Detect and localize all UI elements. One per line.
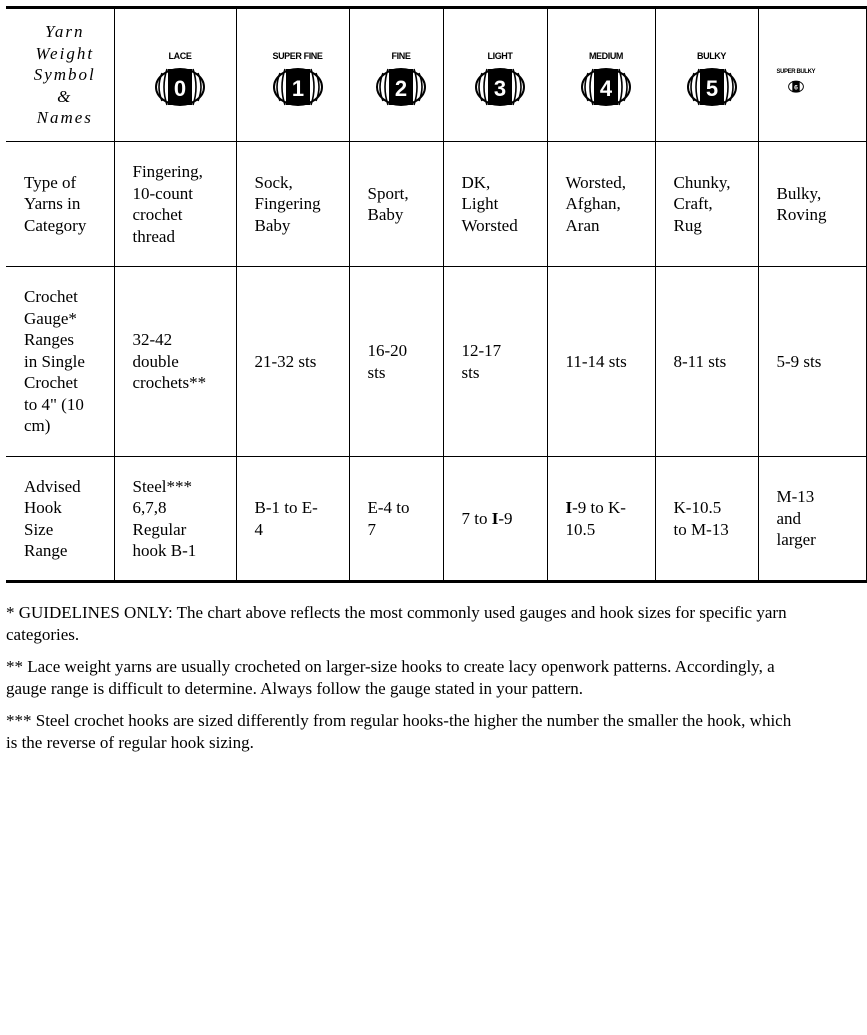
symbol-name: LACE [168,51,192,61]
cell-line: larger [776,530,816,550]
cell-line: Roving [776,205,827,224]
cell-line: Worsted, [565,172,626,192]
cell-line: sts [461,362,480,382]
row-label-line: Size [24,519,54,539]
symbol-number: 3 [493,76,507,101]
header-line: & [57,86,73,106]
table-cell [655,457,758,582]
row-label-line: Crochet [24,373,78,393]
symbol-number: 6 [793,84,798,92]
table-cell [758,142,866,267]
symbol-cell-bulky [655,8,758,142]
table-cell [236,142,349,267]
row-label-line: in Single [24,351,85,371]
table-cell [547,267,655,457]
yarn-skein-icon [154,63,206,107]
table-cell [114,142,236,267]
cell-line: Light [461,194,499,214]
cell-line: 32-42 [132,330,173,350]
table-cell [547,142,655,267]
cell-line: Baby [254,215,291,235]
cell-line: E-4 to [367,498,410,517]
symbol-number: 4 [599,76,613,101]
footnote-steel-hooks: *** Steel crochet hooks are sized differently from regular hooks-the higher the number the smaller the hook, which is the reverse of regular hook sizing. [6,711,792,752]
symbol-cell-medium [547,8,655,142]
table-cell [114,457,236,582]
symbol-name: MEDIUM [588,51,624,61]
row-label-line: to 4" (10 [24,394,84,414]
yarn-skein-icon [375,63,427,107]
cell-line: to M-13 [673,519,729,539]
header-line: Names [36,108,93,128]
row-label-line: cm) [24,416,51,436]
symbol-cell-light [443,8,547,142]
symbol-number: 0 [173,76,187,101]
table-cell [758,267,866,457]
cell-line: Rug [673,215,702,235]
cell-line: Afghan, [565,194,621,214]
cell-line: Fingering [254,194,321,214]
footnote-guidelines: * GUIDELINES ONLY: The chart above reflects the most commonly used gauges and hook sizes for specific yarn categories. [6,603,787,644]
cell-line: 4 [254,519,263,539]
table-cell [236,267,349,457]
table-cell [349,267,443,457]
row-label-line: Advised [24,476,81,496]
header-line: Yarn [44,22,85,42]
table-cell [443,267,547,457]
symbol-number: 1 [291,76,304,101]
cell-line: 6,7,8 [132,498,167,517]
yarn-skein-icon [474,63,526,107]
yarn-symbol [474,50,526,107]
cell-line: thread [132,226,175,246]
cell-line: K-10.5 [673,498,722,517]
yarn-symbol [272,50,324,107]
cell-line: Aran [565,215,600,235]
row-label-line: Gauge* [24,308,77,328]
cell-line: 10.5 [565,519,596,539]
yarn-symbol [375,50,427,107]
symbol-name: SUPER FINE [272,51,323,61]
cell-line: I-9 to K- [565,498,626,517]
cell-line: sts [367,362,386,382]
cell-line: double [132,351,179,371]
table-cell [236,457,349,582]
yarn-skein-icon [272,63,324,107]
cell-line: crochets** [132,373,207,393]
symbol-number: 2 [394,76,408,101]
header-line: Weight [35,43,95,63]
yarn-weight-table-wrapper [6,6,827,583]
row-label-line: Crochet [24,287,78,307]
symbol-name: SUPER BULKY [776,69,816,75]
cell-line: DK, [461,172,491,192]
yarn-skein-icon [788,79,804,93]
cell-line: 10-count [132,183,193,203]
cell-line: Worsted [461,215,518,235]
symbol-row [6,8,866,142]
table-cell [547,457,655,582]
symbol-name: BULKY [697,51,726,61]
table-cell [655,142,758,267]
row-label-line: Yarns in [24,194,81,214]
table-cell [349,457,443,582]
cell-line: 11-14 sts [565,351,627,371]
cell-line: Baby [367,205,404,224]
row-label-line: Ranges [24,330,75,350]
symbol-cell-fine [349,8,443,142]
table-cell [443,457,547,582]
table-cell [349,142,443,267]
symbol-cell-lace [114,8,236,142]
cell-line: B-1 to E- [254,498,318,517]
cell-line: 8-11 sts [673,351,727,371]
cell-line: Bulky, [776,183,822,203]
cell-line: 7 to I-9 [461,508,513,528]
cell-line: Craft, [673,194,713,214]
yarn-type-row [6,142,866,267]
yarn-symbol [580,50,632,107]
symbol-cell-super-bulky [758,8,866,142]
cell-line: Sport, [367,183,409,203]
table-cell [655,267,758,457]
cell-line: Sock, [254,172,293,192]
symbol-number: 5 [705,76,718,101]
cell-line: M-13 [776,487,815,507]
footnotes [6,602,796,764]
yarn-skein-icon [580,63,632,107]
row-label-line: Hook [24,498,62,517]
yarn-skein-icon [686,63,738,107]
row-label-line: Category [24,215,87,235]
cell-line: 7 [367,519,376,539]
yarn-symbol [154,50,206,107]
cell-line: and [776,508,802,528]
yarn-weight-table [6,6,867,583]
symbol-name: LIGHT [487,51,513,61]
hook-size-row [6,457,866,582]
cell-line: 12-17 [461,341,502,360]
table-cell [758,457,866,582]
row-label-line: Range [24,541,68,560]
header-line: Symbol [33,65,96,85]
footnote-lace-weight: ** Lace weight yarns are usually crocheted on larger-size hooks to create lacy openwork patterns. Accordingly, a gauge range is difficult to determine. Always follow the gauge stated in your pattern. [6,657,775,698]
row-label-cell [6,457,114,582]
gauge-row [6,267,866,457]
symbol-cell-super-fine [236,8,349,142]
cell-line: Chunky, [673,172,731,192]
cell-line: crochet [132,205,183,224]
yarn-symbol [686,50,738,107]
cell-line: 21-32 sts [254,351,317,371]
yarn-symbol [777,66,816,93]
cell-line: Regular [132,519,187,539]
row-label-cell [6,142,114,267]
table-cell [443,142,547,267]
cell-line: Fingering, [132,162,203,181]
cell-line: Steel*** [132,476,192,496]
cell-line: 16-20 [367,341,408,360]
header-label-cell [6,8,114,142]
symbol-name: FINE [391,51,411,61]
cell-line: hook B-1 [132,541,197,560]
cell-line: 5-9 sts [776,351,822,371]
table-cell [114,267,236,457]
row-label-cell [6,267,114,457]
row-label-line: Type of [24,172,77,192]
